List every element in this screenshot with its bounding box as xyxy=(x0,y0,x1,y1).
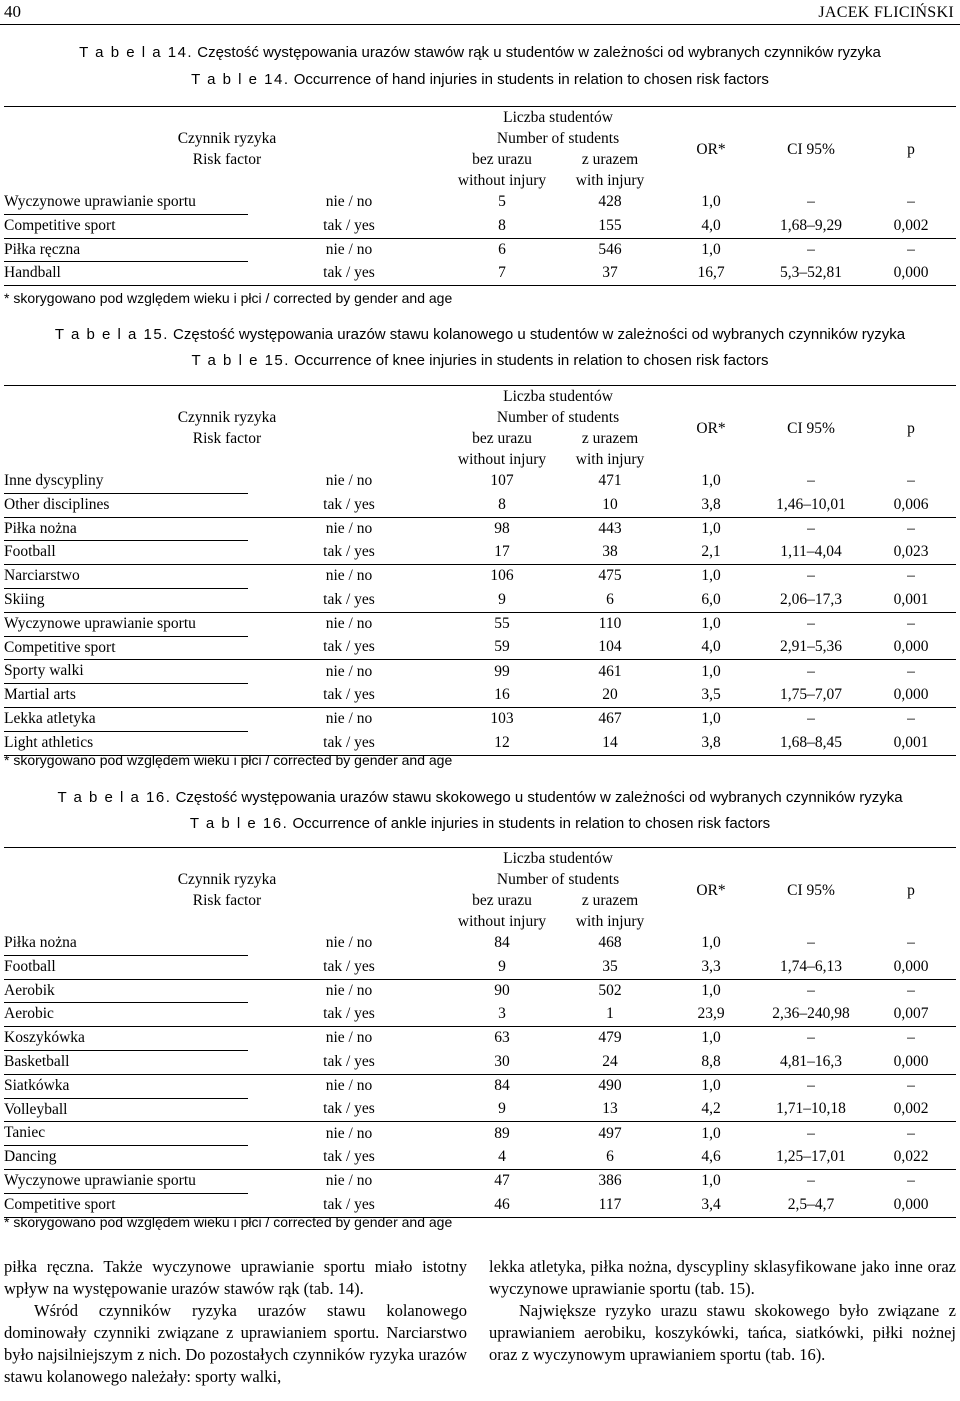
p-cell: – xyxy=(907,934,915,952)
ci-cell: 1,11–4,04 xyxy=(756,541,866,565)
table-row xyxy=(4,707,956,731)
or-cell: 3,3 xyxy=(666,955,756,979)
table-row xyxy=(4,214,956,238)
without-injury-cell: 63 xyxy=(494,1029,510,1047)
level-cell: tak / yes xyxy=(248,1003,450,1027)
without-injury-cell: 17 xyxy=(450,541,554,565)
table-15-footnote: * skorygowano pod względem wieku i płci / corrected by gender and age xyxy=(4,752,453,768)
without-injury-cell: 7 xyxy=(450,262,554,286)
p-cell: 0,023 xyxy=(866,541,956,565)
table-row xyxy=(4,1146,956,1170)
table-16 xyxy=(4,847,956,1218)
paragraph: lekka atletyka, piłka nożna, dyscypliny sklasyfikowane jako inne oraz wyczynowe uprawianie sportu (tab. 15). xyxy=(489,1257,956,1298)
or-cell: 1,0 xyxy=(701,934,721,952)
with-injury-cell: 13 xyxy=(554,1098,666,1122)
ci-cell: 1,74–6,13 xyxy=(756,955,866,979)
body-column-right xyxy=(489,1256,956,1366)
factor-cell: Wyczynowe uprawianie sportu xyxy=(4,191,248,214)
ci-cell: 1,71–10,18 xyxy=(756,1098,866,1122)
level-cell: tak / yes xyxy=(248,1146,450,1170)
level-cell: tak / yes xyxy=(248,588,450,612)
factor-cell: Aerobic xyxy=(4,1003,248,1027)
without-injury-cell: 3 xyxy=(450,1003,554,1027)
without-injury-cell: 59 xyxy=(450,636,554,660)
p-cell: – xyxy=(907,710,915,728)
with-injury-cell: 104 xyxy=(554,636,666,660)
factor-cell: Koszykówka xyxy=(4,1027,248,1051)
header-without-injury: bez urazu without injury xyxy=(457,151,547,189)
level-cell: nie / no xyxy=(325,710,373,728)
table-16-caption-en: T a b l e 16. Occurrence of ankle injuries in students in relation to chosen risk factors xyxy=(189,815,771,832)
factor-cell: Wyczynowe uprawianie sportu xyxy=(4,612,248,636)
with-injury-cell: 6 xyxy=(554,588,666,612)
table-15-caption-pl: T a b e l a 15. Częstość występowania urazów stawu kolanowego u studentów w zależności od wybranych czynników ryzyka xyxy=(54,326,906,343)
level-cell: nie / no xyxy=(325,934,373,952)
ci-cell: 1,75–7,07 xyxy=(756,684,866,708)
without-injury-cell: 9 xyxy=(450,588,554,612)
p-cell: – xyxy=(907,1124,915,1142)
p-cell: 0,000 xyxy=(866,1050,956,1074)
without-injury-cell: 9 xyxy=(450,1098,554,1122)
table-row xyxy=(4,955,956,979)
factor-cell: Taniec xyxy=(4,1122,248,1146)
with-injury-cell: 428 xyxy=(598,193,622,211)
header-risk-factor: Czynnik ryzyka Risk factor xyxy=(4,848,450,933)
table-row xyxy=(4,262,956,286)
with-injury-cell: 20 xyxy=(554,684,666,708)
level-cell: nie / no xyxy=(325,1077,373,1095)
table-14 xyxy=(4,106,956,286)
factor-cell: Dancing xyxy=(4,1146,248,1170)
level-cell: tak / yes xyxy=(248,214,450,238)
or-cell: 2,1 xyxy=(666,541,756,565)
without-injury-cell: 47 xyxy=(494,1172,510,1190)
with-injury-cell: 546 xyxy=(598,240,622,258)
page-number: 40 xyxy=(4,2,21,21)
header-without-injury: bez urazu without injury xyxy=(457,892,547,930)
level-cell: tak / yes xyxy=(248,1098,450,1122)
body-column-left xyxy=(4,1256,467,1388)
header-or: OR* xyxy=(666,386,756,471)
without-injury-cell: 107 xyxy=(490,472,514,490)
with-injury-cell: 490 xyxy=(598,1077,622,1095)
with-injury-cell: 110 xyxy=(598,615,622,633)
with-injury-cell: 386 xyxy=(598,1172,622,1190)
p-cell: 0,000 xyxy=(866,955,956,979)
or-cell: 23,9 xyxy=(666,1003,756,1027)
header-student-count: Liczba studentów Number of students xyxy=(450,107,666,150)
with-injury-cell: 502 xyxy=(598,981,622,999)
or-cell: 16,7 xyxy=(666,262,756,286)
or-cell: 1,0 xyxy=(701,1124,721,1142)
table-row xyxy=(4,588,956,612)
p-cell: 0,006 xyxy=(866,493,956,517)
ci-cell: 1,25–17,01 xyxy=(756,1146,866,1170)
with-injury-cell: 10 xyxy=(554,493,666,517)
ci-cell: 2,91–5,36 xyxy=(756,636,866,660)
with-injury-cell: 117 xyxy=(554,1193,666,1217)
without-injury-cell: 16 xyxy=(450,684,554,708)
ci-cell: 2,36–240,98 xyxy=(756,1003,866,1027)
level-cell: tak / yes xyxy=(248,636,450,660)
factor-cell: Lekka atletyka xyxy=(4,707,248,731)
p-cell: 0,000 xyxy=(866,684,956,708)
ci-cell: – xyxy=(807,1172,815,1190)
with-injury-cell: 14 xyxy=(554,731,666,755)
header-risk-factor: Czynnik ryzyka Risk factor xyxy=(4,107,450,192)
level-cell: tak / yes xyxy=(248,955,450,979)
or-cell: 3,8 xyxy=(666,493,756,517)
or-cell: 3,5 xyxy=(666,684,756,708)
header-or: OR* xyxy=(666,848,756,933)
or-cell: 4,6 xyxy=(666,1146,756,1170)
without-injury-cell: 90 xyxy=(494,981,510,999)
or-cell: 1,0 xyxy=(701,240,721,258)
without-injury-cell: 5 xyxy=(498,193,506,211)
or-cell: 1,0 xyxy=(701,519,721,537)
paragraph: Największe ryzyko urazu stawu skokowego było związane z uprawianiem aerobiku, koszykówki, tańca, siatkówki, piłki nożnej oraz z wyczynowym uprawianiem sportu (tab. 16). xyxy=(489,1301,956,1364)
factor-cell: Skiing xyxy=(4,588,248,612)
table-16-footnote: * skorygowano pod względem wieku i płci / corrected by gender and age xyxy=(4,1214,453,1230)
header-or: OR* xyxy=(666,107,756,192)
without-injury-cell: 103 xyxy=(490,710,514,728)
level-cell: tak / yes xyxy=(248,541,450,565)
table-row xyxy=(4,541,956,565)
factor-cell: Piłka nożna xyxy=(4,932,248,955)
table-16-caption-pl: T a b e l a 16. Częstość występowania urazów stawu skokowego u studentów w zależności od wybranych czynników ryzyka xyxy=(57,789,903,806)
factor-cell: Light athletics xyxy=(4,731,248,755)
ci-cell: – xyxy=(807,567,815,585)
level-cell: nie / no xyxy=(325,981,373,999)
ci-cell: – xyxy=(807,1124,815,1142)
level-cell: tak / yes xyxy=(248,262,450,286)
table-row xyxy=(4,517,956,541)
header-ci: CI 95% xyxy=(756,386,866,471)
with-injury-cell: 475 xyxy=(598,567,622,585)
factor-cell: Competitive sport xyxy=(4,636,248,660)
p-cell: – xyxy=(907,240,915,258)
ci-cell: 5,3–52,81 xyxy=(756,262,866,286)
table-row xyxy=(4,1074,956,1098)
table-row xyxy=(4,493,956,517)
p-cell: – xyxy=(907,1077,915,1095)
or-cell: 1,0 xyxy=(701,1077,721,1095)
header-p: p xyxy=(866,107,956,192)
header-with-injury: z urazem with injury xyxy=(575,151,645,189)
or-cell: 3,8 xyxy=(666,731,756,755)
ci-cell: 2,5–4,7 xyxy=(756,1193,866,1217)
factor-cell: Handball xyxy=(4,262,248,286)
level-cell: nie / no xyxy=(325,1029,373,1047)
without-injury-cell: 8 xyxy=(450,493,554,517)
p-cell: – xyxy=(907,1172,915,1190)
factor-cell: Competitive sport xyxy=(4,214,248,238)
factor-cell: Football xyxy=(4,541,248,565)
or-cell: 1,0 xyxy=(701,472,721,490)
or-cell: 8,8 xyxy=(666,1050,756,1074)
table-row xyxy=(4,1027,956,1051)
ci-cell: 1,46–10,01 xyxy=(756,493,866,517)
factor-cell: Inne dyscypliny xyxy=(4,470,248,493)
ci-cell: 2,06–17,3 xyxy=(756,588,866,612)
ci-cell: – xyxy=(807,193,815,211)
p-cell: 0,000 xyxy=(866,1193,956,1217)
or-cell: 1,0 xyxy=(701,662,721,680)
factor-cell: Sporty walki xyxy=(4,660,248,684)
with-injury-cell: 6 xyxy=(554,1146,666,1170)
header-student-count: Liczba studentów Number of students xyxy=(450,386,666,429)
without-injury-cell: 30 xyxy=(450,1050,554,1074)
without-injury-cell: 84 xyxy=(494,1077,510,1095)
or-cell: 1,0 xyxy=(701,615,721,633)
with-injury-cell: 497 xyxy=(598,1124,622,1142)
factor-cell: Narciarstwo xyxy=(4,565,248,589)
table-row xyxy=(4,470,956,493)
ci-cell: – xyxy=(807,934,815,952)
p-cell: – xyxy=(907,193,915,211)
with-injury-cell: 1 xyxy=(554,1003,666,1027)
p-cell: – xyxy=(907,615,915,633)
or-cell: 4,0 xyxy=(666,214,756,238)
p-cell: 0,000 xyxy=(866,636,956,660)
header-p: p xyxy=(866,848,956,933)
table-row xyxy=(4,636,956,660)
factor-cell: Wyczynowe uprawianie sportu xyxy=(4,1169,248,1193)
level-cell: tak / yes xyxy=(248,1193,450,1217)
with-injury-cell: 35 xyxy=(554,955,666,979)
table-14-footnote: * skorygowano pod względem wieku i płci / corrected by gender and age xyxy=(4,290,453,306)
table-row xyxy=(4,565,956,589)
p-cell: 0,002 xyxy=(866,1098,956,1122)
header-risk-factor: Czynnik ryzyka Risk factor xyxy=(4,386,450,471)
ci-cell: – xyxy=(807,1077,815,1095)
or-cell: 1,0 xyxy=(701,1029,721,1047)
table-row xyxy=(4,1050,956,1074)
or-cell: 6,0 xyxy=(666,588,756,612)
level-cell: nie / no xyxy=(325,1172,373,1190)
with-injury-cell: 467 xyxy=(598,710,622,728)
with-injury-cell: 468 xyxy=(598,934,622,952)
ci-cell: – xyxy=(807,615,815,633)
or-cell: 1,0 xyxy=(701,193,721,211)
level-cell: nie / no xyxy=(325,615,373,633)
table-row xyxy=(4,1169,956,1193)
table-row xyxy=(4,932,956,955)
header-ci: CI 95% xyxy=(756,107,866,192)
level-cell: tak / yes xyxy=(248,493,450,517)
factor-cell: Piłka ręczna xyxy=(4,238,248,262)
table-row xyxy=(4,238,956,262)
ci-cell: 1,68–8,45 xyxy=(756,731,866,755)
table-row xyxy=(4,979,956,1003)
with-injury-cell: 155 xyxy=(554,214,666,238)
table-14-caption-pl: T a b e l a 14. Częstość występowania urazów stawów rąk u studentów w zależności od wybranych czynników ryzyka xyxy=(79,44,881,61)
or-cell: 1,0 xyxy=(701,710,721,728)
p-cell: – xyxy=(907,1029,915,1047)
p-cell: 0,001 xyxy=(866,731,956,755)
level-cell: nie / no xyxy=(325,519,373,537)
without-injury-cell: 55 xyxy=(494,615,510,633)
ci-cell: – xyxy=(807,472,815,490)
factor-cell: Competitive sport xyxy=(4,1193,248,1217)
factor-cell: Martial arts xyxy=(4,684,248,708)
ci-cell: – xyxy=(807,710,815,728)
table-15 xyxy=(4,385,956,756)
without-injury-cell: 12 xyxy=(450,731,554,755)
page-header xyxy=(0,0,960,25)
without-injury-cell: 8 xyxy=(450,214,554,238)
p-cell: – xyxy=(907,981,915,999)
table-row xyxy=(4,1098,956,1122)
without-injury-cell: 4 xyxy=(450,1146,554,1170)
with-injury-cell: 443 xyxy=(598,519,622,537)
level-cell: nie / no xyxy=(325,567,373,585)
with-injury-cell: 471 xyxy=(598,472,622,490)
p-cell: – xyxy=(907,662,915,680)
or-cell: 1,0 xyxy=(701,981,721,999)
without-injury-cell: 89 xyxy=(494,1124,510,1142)
p-cell: 0,000 xyxy=(866,262,956,286)
table-row xyxy=(4,612,956,636)
or-cell: 3,4 xyxy=(666,1193,756,1217)
table-row xyxy=(4,660,956,684)
level-cell: nie / no xyxy=(325,472,373,490)
level-cell: nie / no xyxy=(325,1124,373,1142)
ci-cell: 4,81–16,3 xyxy=(756,1050,866,1074)
p-cell: – xyxy=(907,567,915,585)
level-cell: nie / no xyxy=(325,240,373,258)
or-cell: 4,0 xyxy=(666,636,756,660)
or-cell: 1,0 xyxy=(701,1172,721,1190)
p-cell: 0,002 xyxy=(866,214,956,238)
factor-cell: Volleyball xyxy=(4,1098,248,1122)
table-14-caption-en: T a b l e 14. Occurrence of hand injuries in students in relation to chosen risk factors xyxy=(191,71,769,88)
table-row xyxy=(4,191,956,214)
header-with-injury: z urazem with injury xyxy=(575,892,645,930)
factor-cell: Basketball xyxy=(4,1050,248,1074)
without-injury-cell: 98 xyxy=(494,519,510,537)
factor-cell: Siatkówka xyxy=(4,1074,248,1098)
without-injury-cell: 9 xyxy=(450,955,554,979)
or-cell: 4,2 xyxy=(666,1098,756,1122)
ci-cell: – xyxy=(807,662,815,680)
with-injury-cell: 461 xyxy=(598,662,622,680)
without-injury-cell: 84 xyxy=(494,934,510,952)
header-without-injury: bez urazu without injury xyxy=(457,430,547,468)
header-with-injury: z urazem with injury xyxy=(575,430,645,468)
p-cell: 0,007 xyxy=(866,1003,956,1027)
running-author: JACEK FLICIŃSKI xyxy=(818,4,954,21)
without-injury-cell: 46 xyxy=(450,1193,554,1217)
table-row xyxy=(4,1122,956,1146)
factor-cell: Aerobik xyxy=(4,979,248,1003)
paragraph: piłka ręczna. Także wyczynowe uprawianie sportu miało istotny wpływ na występowanie urazów stawów rąk (tab. 14). xyxy=(4,1257,467,1298)
level-cell: tak / yes xyxy=(248,731,450,755)
factor-cell: Football xyxy=(4,955,248,979)
ci-cell: – xyxy=(807,519,815,537)
header-ci: CI 95% xyxy=(756,848,866,933)
without-injury-cell: 6 xyxy=(498,240,506,258)
p-cell: 0,022 xyxy=(866,1146,956,1170)
header-p: p xyxy=(866,386,956,471)
with-injury-cell: 37 xyxy=(554,262,666,286)
p-cell: 0,001 xyxy=(866,588,956,612)
level-cell: tak / yes xyxy=(248,1050,450,1074)
level-cell: nie / no xyxy=(325,662,373,680)
ci-cell: – xyxy=(807,981,815,999)
p-cell: – xyxy=(907,472,915,490)
table-15-caption-en: T a b l e 15. Occurrence of knee injuries in students in relation to chosen risk factors xyxy=(191,352,769,369)
with-injury-cell: 38 xyxy=(554,541,666,565)
paragraph: Wśród czynników ryzyka urazów stawu kolanowego dominowały czynniki związane z uprawianiem sportu. Narciarstwo było najsilniejszym z nich. Do pozostałych czynników ryzyka urazów stawu kolanowego należały: sporty walki, xyxy=(4,1301,467,1386)
with-injury-cell: 24 xyxy=(554,1050,666,1074)
ci-cell: – xyxy=(807,1029,815,1047)
or-cell: 1,0 xyxy=(701,567,721,585)
table-row xyxy=(4,1003,956,1027)
level-cell: tak / yes xyxy=(248,684,450,708)
table-row xyxy=(4,684,956,708)
header-student-count: Liczba studentów Number of students xyxy=(450,848,666,891)
level-cell: nie / no xyxy=(325,193,373,211)
factor-cell: Other disciplines xyxy=(4,493,248,517)
p-cell: – xyxy=(907,519,915,537)
without-injury-cell: 106 xyxy=(490,567,514,585)
ci-cell: 1,68–9,29 xyxy=(756,214,866,238)
ci-cell: – xyxy=(807,240,815,258)
factor-cell: Piłka nożna xyxy=(4,517,248,541)
with-injury-cell: 479 xyxy=(598,1029,622,1047)
without-injury-cell: 99 xyxy=(494,662,510,680)
